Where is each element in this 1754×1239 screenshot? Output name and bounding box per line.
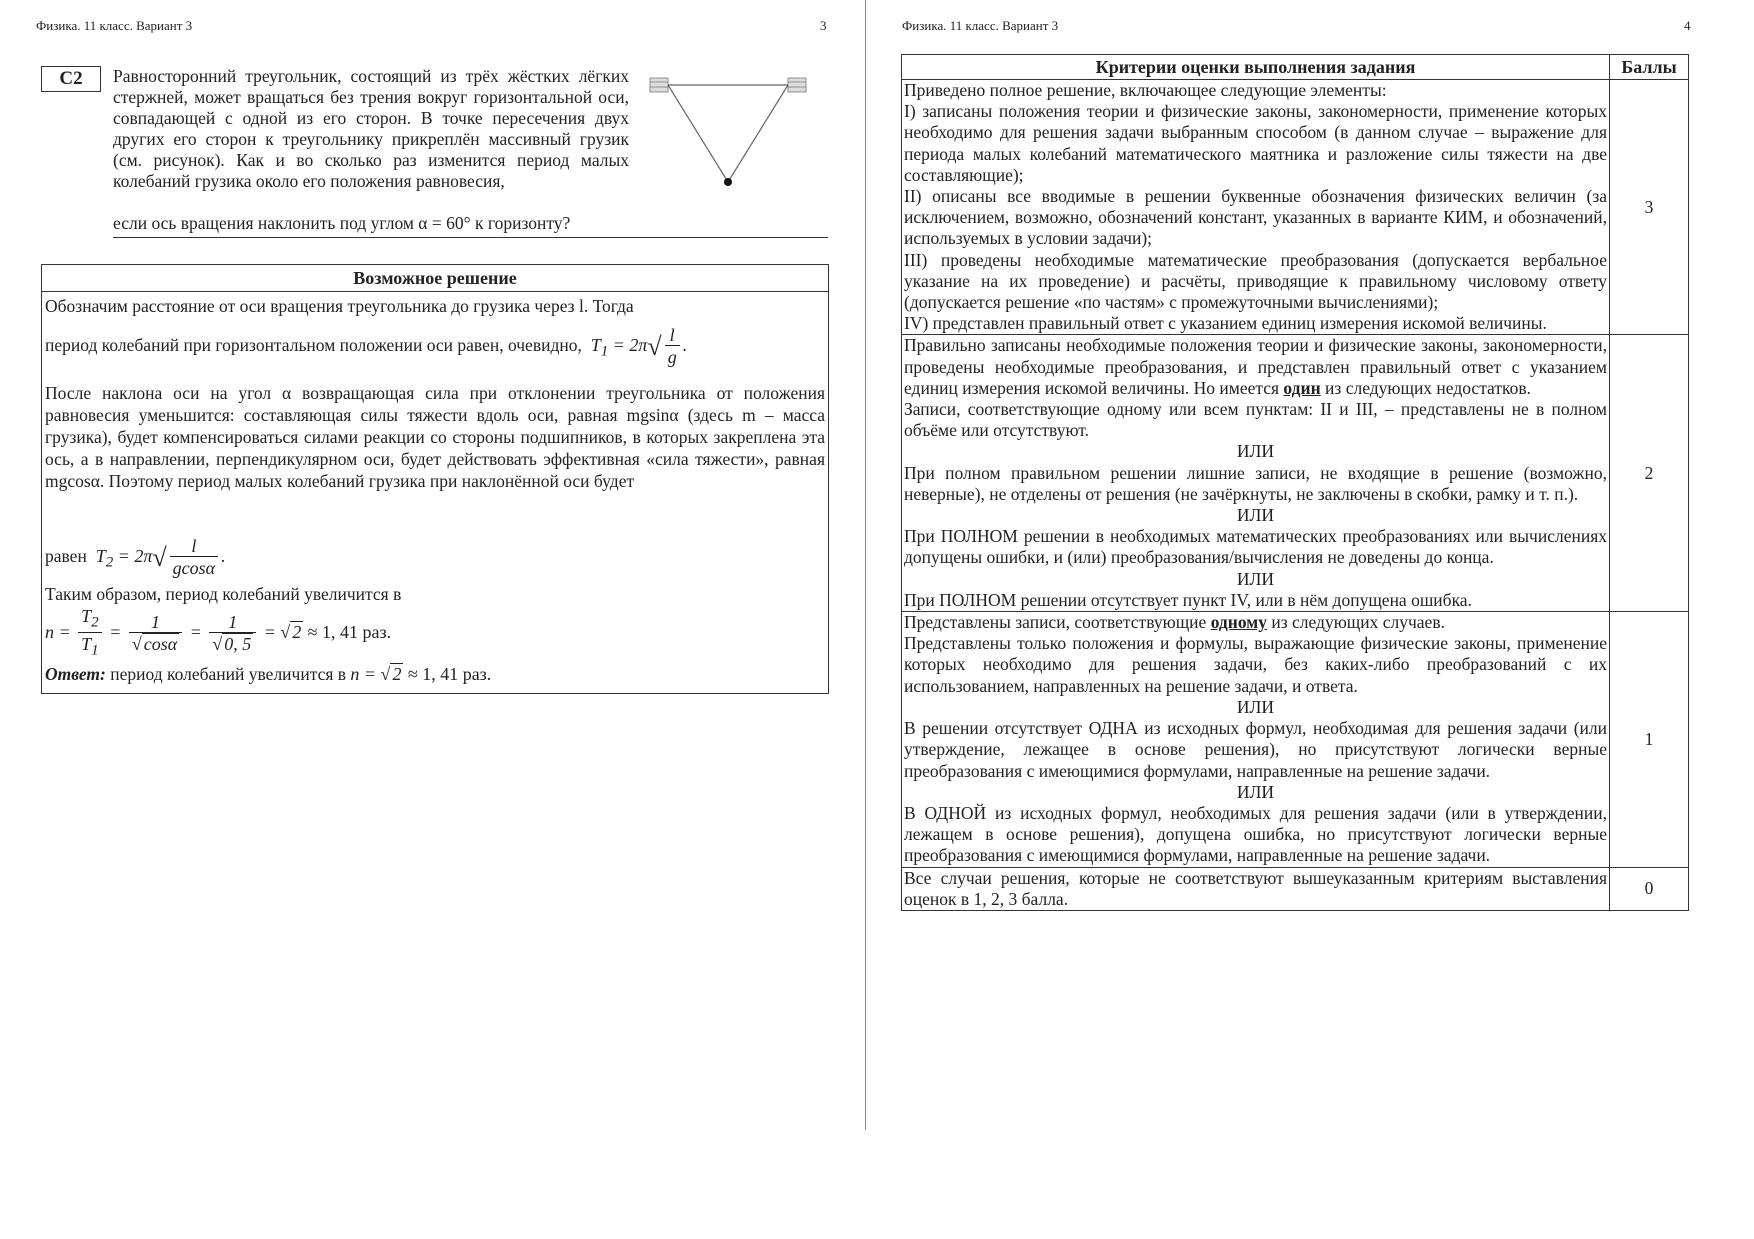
right-rod [728, 85, 788, 182]
criteria-cell [902, 335, 1610, 612]
criteria-line: Представлены записи, соответствующие [904, 612, 1207, 633]
solution-title: Возможное решение [42, 265, 828, 292]
criteria-line: Записи, соответствующие одному или всем пунктам: II и III, – представлены не в полном объёме или отсутствуют. [904, 399, 1607, 441]
criteria-cell [902, 612, 1610, 867]
criteria-line: Представлены только положения и формулы, выражающие физические законы, применение которых необходимо для решения задачи, без каких-либо преобразований с их использованием, направленных на решение задачи, и ответа. [904, 633, 1607, 696]
criteria-line: III) проведены необходимые математические преобразования (допускается вербальное указание на их проведение) и расчёты, приводящие к правильному числовому ответу (допускается решение «по частям» с промежуточными вычислениями); [904, 249, 1607, 313]
or-separator: ИЛИ [1236, 696, 1275, 717]
formula-t2: $T_2 = 2\pi√$ $\frac{l}{gcos\alpha}$ . [91, 536, 226, 579]
ratio-result: ≈ 1, 41 раз. [307, 622, 392, 642]
table-row [902, 612, 1689, 867]
criteria-line: I) записаны положения теории и физические законы, закономерности, применение которых необходимо для решения задачи выбранным способом (в данном случае – выражение для периода малых колебаний математического маятника и разложение силы тяжести на две составляющие); [904, 101, 1607, 185]
left-bearing [650, 78, 668, 92]
page-header: Физика. 11 класс. Вариант 3 [902, 18, 1059, 33]
score-cell: 1 [1610, 612, 1689, 867]
criteria-table [901, 54, 1689, 911]
task-label: C2 [41, 66, 101, 92]
page-header: Физика. 11 класс. Вариант 3 [36, 18, 193, 33]
criteria-line: Все случаи решения, которые не соответствуют вышеуказанным критериям выставления оценок в 1, 2, 3 балла. [904, 867, 1607, 909]
emphasis-word: одному [1210, 612, 1267, 633]
answer-text: период колебаний увеличится в [110, 664, 347, 684]
criteria-line: При полном правильном решении лишние записи, не входящие в решение (возможно, неверные), не отделены от решения (не зачёркнуты, не заключены в скобки, рамку и т. п.). [904, 462, 1607, 504]
criteria-cell [902, 80, 1610, 335]
table-row [902, 335, 1689, 612]
criteria-column-header: Критерии оценки выполнения задания [902, 55, 1610, 80]
criteria-line: При ПОЛНОМ решении отсутствует пункт IV, или в нём допущена ошибка. [904, 589, 1472, 610]
solution-answer: Ответ: период колебаний увеличится в n = √ 2 ≈ 1, 41 раз. [45, 664, 492, 684]
solution-paragraph-3: Таким образом, период колебаний увеличится в [45, 584, 402, 604]
solution-paragraph-1a: Обозначим расстояние от оси вращения треугольника до грузика через l. Тогда [45, 296, 634, 316]
table-header-row [902, 55, 1689, 80]
left-page [0, 0, 865, 1239]
solution-paragraph-2-end-text: равен [45, 546, 87, 566]
criteria-line: В ОДНОЙ из исходных формул, необходимых для решения задачи (или в утверждении, лежащем в основе решения), допущена ошибка, но присутствуют логически верные преобразования с имеющимися формулами, направленные на решение задачи. [904, 802, 1607, 866]
table-row [902, 867, 1689, 910]
solution-paragraph-1b [45, 319, 825, 371]
answer-end: ≈ 1, 41 раз. [407, 664, 492, 684]
page-number: 3 [820, 18, 827, 33]
solution-box [41, 264, 829, 694]
solution-paragraph-1b-text: период колебаний при горизонтальном положении оси равен, очевидно, [45, 335, 582, 355]
score-cell: 0 [1610, 867, 1689, 910]
page-number: 4 [1684, 18, 1691, 33]
solution-paragraph-2: После наклона оси на угол α возвращающая сила при отклонении треугольника от положения равновесия уменьшится: составляющая силы тяжести вдоль оси, равная mgsinα (здесь m – масса грузика), будет компенсироваться силами реакции со стороны подшипников, в которых закреплена эта ось, а в направлении, перпендикулярном оси, будет действовать эффективная «сила тяжести», равная mgcosα. Поэтому период малых колебаний грузика при наклонённой оси будет [45, 383, 825, 491]
or-separator: ИЛИ [1236, 781, 1275, 802]
score-column-header: Баллы [1610, 55, 1689, 80]
answer-label: Ответ: [45, 664, 106, 684]
criteria-cell [902, 867, 1610, 910]
criteria-line: При ПОЛНОМ решении в необходимых математических преобразованиях или вычислениях допущены ошибки, и (или) преобразования/вычисления не доведены до конца. [904, 526, 1607, 568]
criteria-line: II) описаны все вводимые в решении буквенные обозначения физических величин (за исключением, возможно, обозначений констант, указанных в варианте КИМ, и обозначений, используемых в условии задачи); [904, 186, 1607, 249]
solution-paragraph-2-end [45, 528, 825, 584]
criteria-line: Приведено полное решение, включающее следующие элементы: [904, 80, 1387, 100]
criteria-line: из следующих недостатков. [1325, 377, 1532, 398]
task-text: Равносторонний треугольник, состоящий из трёх жёстких лёгких стержней, может вращаться без трения вокруг горизонтальной оси, совпадающей с одной из его сторон. В точке пересечения двух других его сторон к треугольнику прикреплён массивный грузик (см. рисунок). Как и во сколько раз изменится период малых колебаний грузика около его положения равновесия, [113, 66, 629, 191]
or-separator: ИЛИ [1236, 505, 1275, 526]
left-rod [668, 85, 728, 182]
criteria-line: В решении отсутствует ОДНА из исходных формул, необходимая для решения задачи (или утверждение, лежащее в основе решения), но присутствуют логически верные преобразования с имеющимися формулами, направленные на решение задачи. [904, 718, 1607, 781]
formula-ratio: n = $\frac{T_2}{T_1}$ = $\frac{1}{√ \cos\alpha}$ = $\frac{1}{√ 0, 5}$ = √ 2 [45, 605, 302, 659]
formula-t1: $T_1 = 2\pi√$ $\frac{l}{g}$ . [586, 325, 688, 368]
score-cell: 3 [1610, 80, 1689, 335]
criteria-line: из следующих случаев. [1271, 612, 1445, 633]
solution-ratio [45, 605, 825, 659]
weight-ball [724, 178, 732, 186]
or-separator: ИЛИ [1236, 568, 1275, 589]
emphasis-word: один [1283, 377, 1321, 398]
criteria-line: Правильно записаны необходимые положения теории и физические законы, закономерности, проведены необходимые преобразования, и представлен правильный ответ с указанием единиц измерения искомой величины. Но имеется [904, 335, 1607, 398]
task-text-last-line: если ось вращения наклонить под углом α = 60° к горизонту? [113, 213, 571, 233]
criteria-line: IV) представлен правильный ответ с указанием единиц измерения искомой величины. [904, 313, 1547, 334]
or-separator: ИЛИ [1236, 441, 1275, 462]
table-row [902, 80, 1689, 335]
right-page [866, 0, 1754, 1239]
score-cell: 2 [1610, 335, 1689, 612]
task-divider [113, 237, 828, 238]
right-bearing [788, 78, 806, 92]
triangle-figure [645, 70, 820, 190]
